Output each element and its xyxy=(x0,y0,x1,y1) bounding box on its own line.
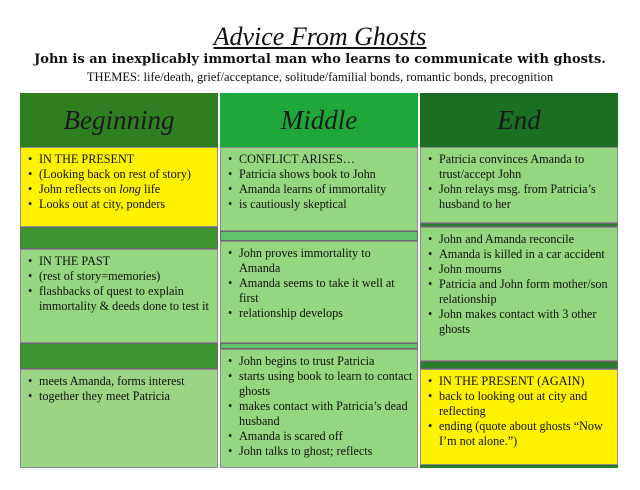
list-item: • IN THE PRESENT xyxy=(25,152,213,167)
divider-band xyxy=(220,231,418,241)
list-item: • IN THE PRESENT (AGAIN) xyxy=(425,374,613,389)
column-heading-beginning: Beginning xyxy=(20,93,218,147)
list-item: • John proves immortality to Amanda xyxy=(225,246,413,276)
list-item: • Looks out at city, ponders xyxy=(25,197,213,212)
themes-line: THEMES: life/death, grief/acceptance, solitude/familial bonds, romantic bonds, precognition xyxy=(86,70,554,84)
end-box-2 xyxy=(420,227,618,361)
list-item: • John and Amanda reconcile xyxy=(425,232,613,247)
column-middle xyxy=(220,93,418,468)
list-item: • John mourns xyxy=(425,262,613,277)
list-item: • relationship develops xyxy=(225,306,413,321)
list-item: • is cautiously skeptical xyxy=(225,197,413,212)
page-title: Advice From Ghosts xyxy=(213,22,427,51)
beginning-box-1 xyxy=(20,147,218,227)
middle-box-2 xyxy=(220,241,418,343)
list-item: • starts using book to learn to contact ghosts xyxy=(225,369,413,399)
list-item: • John talks to ghost; reflects xyxy=(225,444,413,459)
list-item: • Patricia and John form mother/son relationship xyxy=(425,277,613,307)
column-beginning xyxy=(20,93,218,468)
list-item: • Amanda is scared off xyxy=(225,429,413,444)
logline: John is an inexplicably immortal man who learns to communicate with ghosts. xyxy=(34,52,606,67)
end-box-3 xyxy=(420,369,618,465)
divider-band xyxy=(420,361,618,369)
beginning-box-3 xyxy=(20,369,218,468)
middle-box-1 xyxy=(220,147,418,231)
list-item: • meets Amanda, forms interest xyxy=(25,374,213,389)
list-item: • back to looking out at city and reflecting xyxy=(425,389,613,419)
list-item: • CONFLICT ARISES… xyxy=(225,152,413,167)
divider-band xyxy=(20,227,218,249)
list-item: • flashbacks of quest to explain immortality & deeds done to test it xyxy=(25,284,213,314)
list-item: • Amanda learns of immortality xyxy=(225,182,413,197)
column-end xyxy=(420,93,618,468)
list-item: • John begins to trust Patricia xyxy=(225,354,413,369)
list-item: • John relays msg. from Patricia’s husband to her xyxy=(425,182,613,212)
list-item: • together they meet Patricia xyxy=(25,389,213,404)
list-item: • (rest of story=memories) xyxy=(25,269,213,284)
column-heading-middle: Middle xyxy=(220,93,418,147)
list-item: • Patricia shows book to John xyxy=(225,167,413,182)
list-item: • Patricia convinces Amanda to trust/accept John xyxy=(425,152,613,182)
list-item: • (Looking back on rest of story) xyxy=(25,167,213,182)
beginning-box-2 xyxy=(20,249,218,343)
list-item: • John reflects on long life xyxy=(25,182,213,197)
end-box-1 xyxy=(420,147,618,223)
column-heading-end: End xyxy=(420,93,618,147)
list-item: • IN THE PAST xyxy=(25,254,213,269)
list-item: • ending (quote about ghosts “Now I’m not alone.”) xyxy=(425,419,613,449)
list-item: • John makes contact with 3 other ghosts xyxy=(425,307,613,337)
list-item: • Amanda is killed in a car accident xyxy=(425,247,613,262)
middle-box-3 xyxy=(220,349,418,468)
divider-band xyxy=(20,343,218,369)
list-item: • Amanda seems to take it well at first xyxy=(225,276,413,306)
list-item: • makes contact with Patricia’s dead husband xyxy=(225,399,413,429)
